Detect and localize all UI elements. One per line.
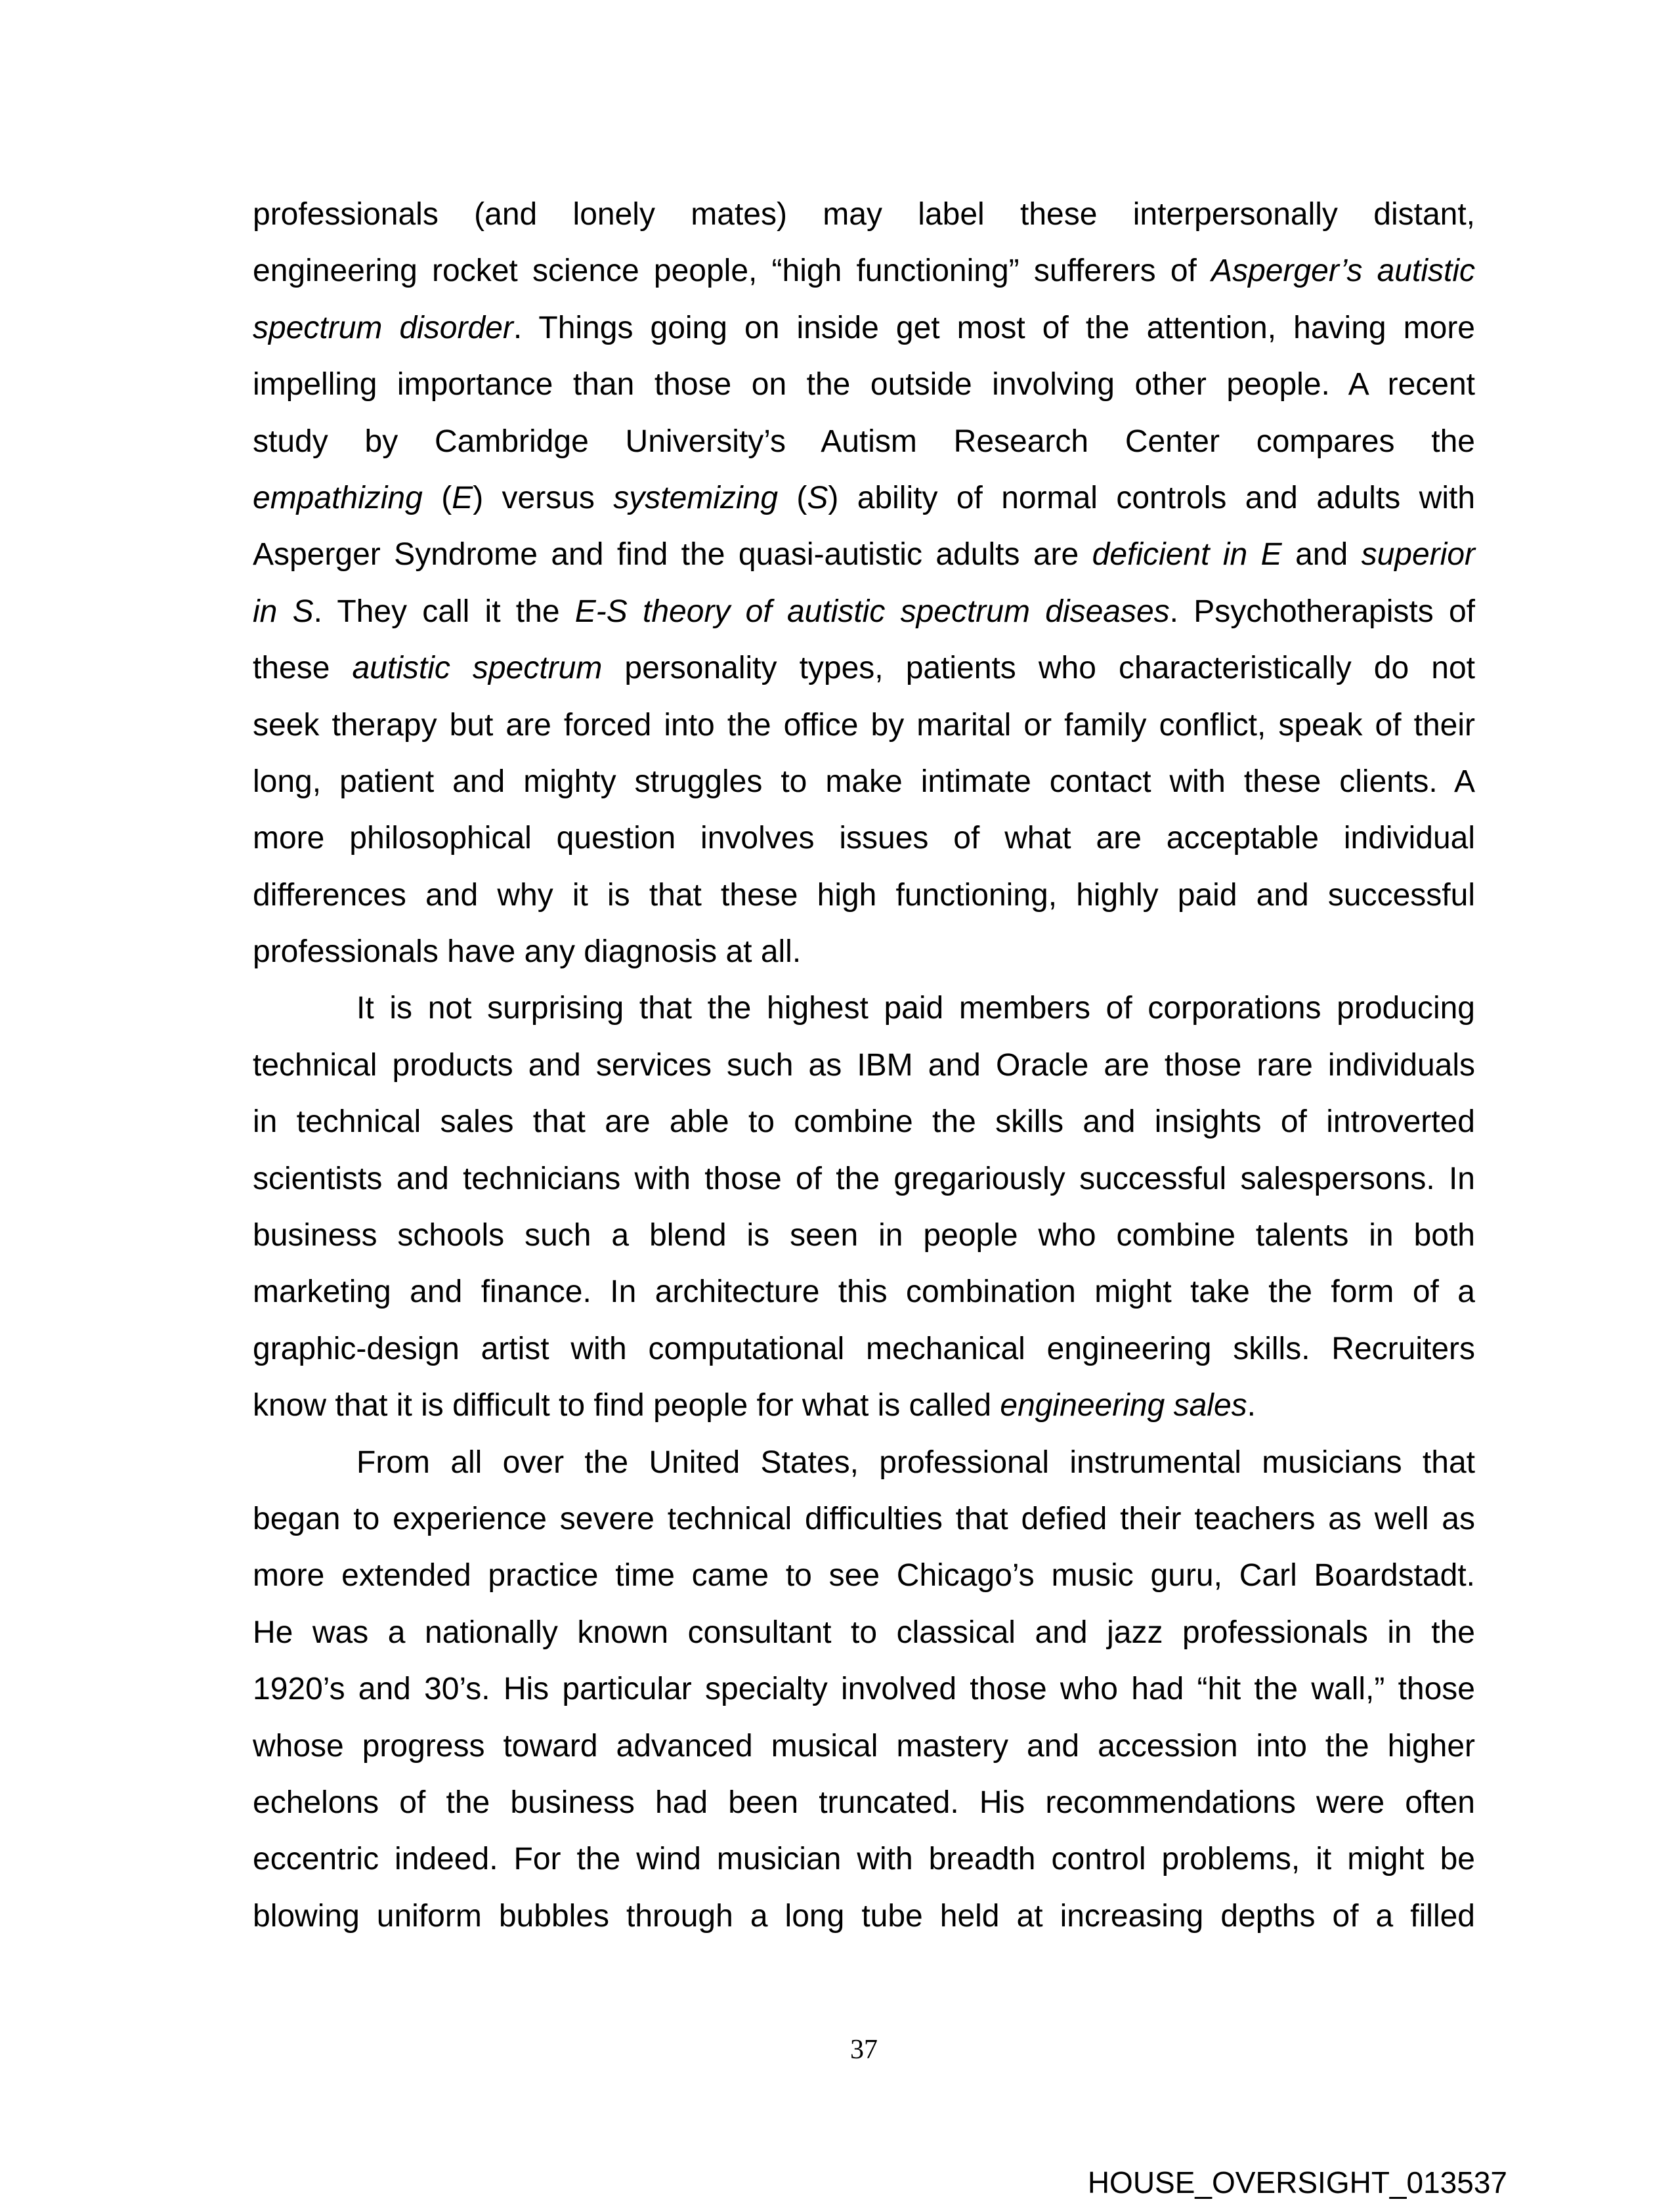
- italic-text: autistic spectrum: [352, 651, 603, 686]
- text-run: .: [1247, 1388, 1256, 1423]
- text-line: [253, 470, 1475, 527]
- italic-text: Asperger’s autistic: [1211, 253, 1475, 289]
- text-line: [253, 1264, 1475, 1320]
- text-run: He was a nationally known consultant to classical and jazz professionals in the: [253, 1615, 1475, 1650]
- text-line: [253, 697, 1475, 754]
- text-run: in technical sales that are able to combine the skills and insights of introverted: [253, 1104, 1475, 1140]
- bates-number: HOUSE_OVERSIGHT_013537: [1087, 2165, 1507, 2200]
- text-run: seek therapy but are forced into the office by marital or family conflict, speak of their: [253, 707, 1475, 743]
- text-run: began to experience severe technical difficulties that defied their teachers as well as: [253, 1501, 1475, 1536]
- text-run: . Things going on inside get most of the attention, having more: [513, 310, 1475, 345]
- text-line: [253, 1548, 1475, 1604]
- text-line: [253, 1207, 1475, 1264]
- text-run: From all over the United States, professional instrumental musicians that: [356, 1444, 1475, 1480]
- text-line: [253, 867, 1475, 924]
- italic-text: E-S theory of autistic spectrum diseases: [574, 594, 1170, 629]
- italic-text: systemizing: [613, 480, 779, 515]
- text-run: graphic-design artist with computational mechanical engineering skills. Recruiters: [253, 1331, 1475, 1366]
- text-line: [253, 1718, 1475, 1775]
- text-line: [253, 357, 1475, 413]
- text-line: [253, 640, 1475, 697]
- text-line: [253, 243, 1475, 299]
- text-run: long, patient and mighty struggles to make intimate contact with these clients. A: [253, 764, 1475, 799]
- text-line: [253, 924, 1475, 980]
- text-run: . Psychotherapists of: [1169, 594, 1476, 629]
- text-run: differences and why it is that these high functioning, highly paid and successful: [253, 877, 1475, 913]
- text-line: [253, 1605, 1475, 1661]
- text-line: [253, 1661, 1475, 1718]
- italic-text: spectrum disorder: [253, 310, 513, 345]
- text-line: [253, 980, 1475, 1037]
- text-run: . They call it the: [313, 594, 575, 629]
- text-line: [253, 1775, 1475, 1831]
- text-line: [253, 414, 1475, 470]
- italic-text: superior: [1361, 537, 1475, 573]
- paragraph: [253, 1435, 1475, 1945]
- text-run: It is not surprising that the highest paid members of corporations producing: [356, 991, 1475, 1026]
- text-run: technical products and services such as IBM and Oracle are those rare individuals: [253, 1047, 1475, 1083]
- text-line: [253, 186, 1475, 243]
- text-run: know that it is difficult to find people for what is called: [253, 1388, 1000, 1423]
- text-line: [253, 754, 1475, 810]
- text-line: [253, 300, 1475, 357]
- text-line: [253, 1831, 1475, 1888]
- text-run: and: [1281, 537, 1362, 573]
- text-line: [253, 1377, 1475, 1434]
- text-line: [253, 1094, 1475, 1150]
- italic-text: engineering sales: [1000, 1388, 1247, 1423]
- text-line: [253, 584, 1475, 640]
- italic-text: in S: [253, 594, 314, 629]
- text-run: ) ability of normal controls and adults with: [828, 480, 1476, 515]
- text-run: 1920’s and 30’s. His particular specialty involved those who had “hit the wall,” those: [253, 1672, 1475, 1707]
- text-line: [253, 527, 1475, 583]
- text-run: scientists and technicians with those of the gregariously successful salespersons. In: [253, 1161, 1475, 1196]
- text-run: more extended practice time came to see Chicago’s music guru, Carl Boardstadt.: [253, 1558, 1475, 1594]
- text-run: these: [253, 651, 353, 686]
- text-run: (: [778, 480, 807, 515]
- text-line: [253, 1435, 1475, 1491]
- text-run: (: [422, 480, 452, 515]
- text-run: marketing and finance. In architecture this combination might take the form of a: [253, 1274, 1475, 1310]
- text-run: professionals have any diagnosis at all.: [253, 934, 802, 970]
- text-run: engineering rocket science people, “high functioning” sufferers of: [253, 253, 1212, 289]
- text-line: [253, 1037, 1475, 1094]
- body-text: [253, 186, 1475, 1945]
- text-run: professionals (and lonely mates) may label these interpersonally distant,: [253, 197, 1475, 232]
- text-line: [253, 1888, 1475, 1945]
- text-run: echelons of the business had been truncated. His recommendations were often: [253, 1785, 1475, 1820]
- italic-text: empathizing: [253, 480, 423, 515]
- text-line: [253, 1151, 1475, 1207]
- text-run: whose progress toward advanced musical mastery and accession into the higher: [253, 1728, 1475, 1764]
- text-run: personality types, patients who characteristically do not: [602, 651, 1475, 686]
- text-run: study by Cambridge University’s Autism Research Center compares the: [253, 423, 1475, 459]
- text-run: business schools such a blend is seen in people who combine talents in both: [253, 1218, 1475, 1253]
- text-run: eccentric indeed. For the wind musician with breadth control problems, it might be: [253, 1842, 1475, 1877]
- text-line: [253, 810, 1475, 867]
- text-run: Asperger Syndrome and find the quasi-autistic adults are: [253, 537, 1092, 573]
- text-run: more philosophical question involves issues of what are acceptable individual: [253, 821, 1475, 856]
- text-line: [253, 1491, 1475, 1548]
- text-run: impelling importance than those on the outside involving other people. A recent: [253, 367, 1475, 402]
- italic-text: S: [807, 480, 828, 515]
- text-line: [253, 1321, 1475, 1377]
- page-number-text: 37: [850, 2035, 878, 2065]
- text-run: ) versus: [473, 480, 614, 515]
- text-run: blowing uniform bubbles through a long tube held at increasing depths of a filled: [253, 1898, 1475, 1934]
- page-number: [0, 2034, 1674, 2066]
- italic-text: deficient in E: [1092, 537, 1282, 573]
- italic-text: E: [452, 480, 473, 515]
- paragraph: [253, 980, 1475, 1434]
- paragraph: [253, 186, 1475, 980]
